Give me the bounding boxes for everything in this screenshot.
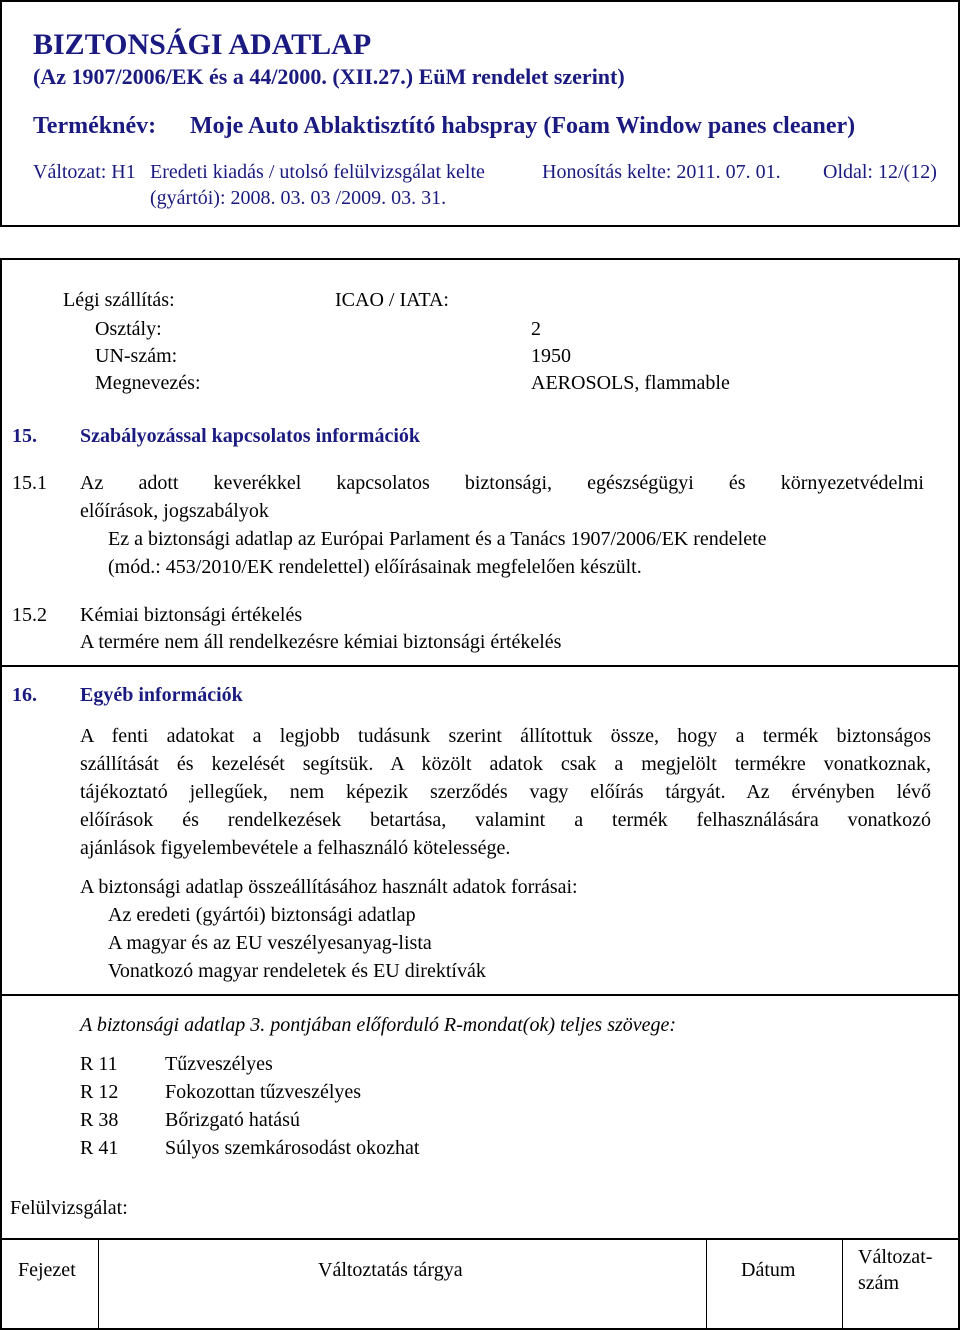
- section15-number: 15.: [12, 425, 37, 447]
- review-col-chapter: Fejezet: [18, 1259, 76, 1281]
- source-item: Az eredeti (gyártói) biztonsági adatlap: [108, 904, 416, 926]
- paragraph-line: tájékoztató jellegűek, nem képezik szerződés vagy előírás tárgyát. Az érvényben lévő: [80, 781, 931, 803]
- review-col-version-2: szám: [858, 1272, 900, 1294]
- review-label: Felülvizsgálat:: [10, 1197, 128, 1219]
- r-phrases-title: A biztonsági adatlap 3. pontjában előforduló R-mondat(ok) teljes szövege:: [80, 1014, 677, 1036]
- review-table-divider: [842, 1239, 843, 1330]
- product-label: Terméknév:: [33, 113, 157, 139]
- source-item: Vonatkozó magyar rendeletek és EU direktívák: [108, 960, 486, 982]
- page-number: Oldal: 12/(12): [823, 161, 937, 183]
- name-value: AEROSOLS, flammable: [531, 372, 730, 394]
- section16-paragraph: [80, 722, 931, 862]
- localization-date: Honosítás kelte: 2011. 07. 01.: [542, 161, 781, 183]
- document-title: BIZTONSÁGI ADATLAP: [33, 28, 372, 61]
- section15-1-body-line1: Ez a biztonsági adatlap az Európai Parlament és a Tanács 1907/2006/EK rendelete: [108, 528, 767, 550]
- section15-1-title-line1: Az adott keverékkel kapcsolatos biztonsági, egészségügyi és környezetvédelmi: [80, 472, 924, 494]
- review-table-divider: [706, 1239, 707, 1330]
- r-phrase-text: Tűzveszélyes: [165, 1053, 273, 1075]
- section-divider: [0, 665, 960, 667]
- class-value: 2: [531, 318, 541, 340]
- name-label: Megnevezés:: [95, 372, 201, 394]
- section15-title: Szabályozással kapcsolatos információk: [80, 425, 421, 447]
- paragraph-line: előírások és rendelkezések betartása, valamint a termék felhasználására vonatkozó: [80, 809, 931, 831]
- product-name: Moje Auto Ablaktisztító habspray (Foam Window panes cleaner): [190, 113, 856, 139]
- r-phrase-text: Fokozottan tűzveszélyes: [165, 1081, 362, 1103]
- class-label: Osztály:: [95, 318, 162, 340]
- review-col-date: Dátum: [741, 1259, 796, 1281]
- sources-label: A biztonsági adatlap összeállításához használt adatok forrásai:: [80, 876, 578, 898]
- review-col-version: Változat-: [858, 1246, 933, 1268]
- paragraph-line: A fenti adatokat a legjobb tudásunk szerint állítottuk össze, hogy a termék biztonságos: [80, 725, 931, 747]
- review-table-divider: [98, 1239, 99, 1330]
- source-item: A magyar és az EU veszélyesanyag-lista: [108, 932, 432, 954]
- r-phrase-text: Súlyos szemkárosodást okozhat: [165, 1137, 420, 1159]
- paragraph-line: szállítását és kezelését segítsük. A közölt adatok csak a megjelölt termékre vonatkoznak,: [80, 753, 931, 775]
- section15-2-body: A termére nem áll rendelkezésre kémiai biztonsági értékelés: [80, 631, 562, 653]
- section15-1-body-line2: (mód.: 453/2010/EK rendelettel) előírásainak megfelelően készült.: [108, 556, 642, 578]
- section16-title: Egyéb információk: [80, 684, 243, 706]
- issue-label: Eredeti kiadás / utolsó felülvizsgálat kelte: [150, 161, 485, 183]
- air-transport-code: ICAO / IATA:: [335, 289, 449, 311]
- review-table-top: [0, 1238, 960, 1240]
- section-divider: [0, 994, 960, 996]
- document-subtitle: (Az 1907/2006/EK és a 44/2000. (XII.27.) EüM rendelet szerint): [33, 64, 625, 89]
- un-number-value: 1950: [531, 345, 571, 367]
- r-phrase-code: R 11: [80, 1053, 118, 1075]
- paragraph-line: ajánlások figyelembevétele a felhasználó kötelessége.: [80, 837, 511, 859]
- r-phrase-code: R 41: [80, 1137, 119, 1159]
- section15-1-number: 15.1: [12, 472, 47, 494]
- r-phrase-code: R 38: [80, 1109, 119, 1131]
- r-phrase-code: R 12: [80, 1081, 119, 1103]
- r-phrase-text: Bőrizgató hatású: [165, 1109, 300, 1131]
- version: Változat: H1: [33, 161, 136, 183]
- issue-dates: (gyártói): 2008. 03. 03 /2009. 03. 31.: [150, 187, 447, 209]
- air-transport-label: Légi szállítás:: [63, 289, 175, 311]
- section15-2-title: Kémiai biztonsági értékelés: [80, 604, 303, 626]
- section15-1-title-line2: előírások, jogszabályok: [80, 500, 269, 522]
- un-number-label: UN-szám:: [95, 345, 178, 367]
- section15-2-number: 15.2: [12, 604, 47, 626]
- section16-number: 16.: [12, 684, 37, 706]
- review-col-subject: Változtatás tárgya: [318, 1259, 463, 1281]
